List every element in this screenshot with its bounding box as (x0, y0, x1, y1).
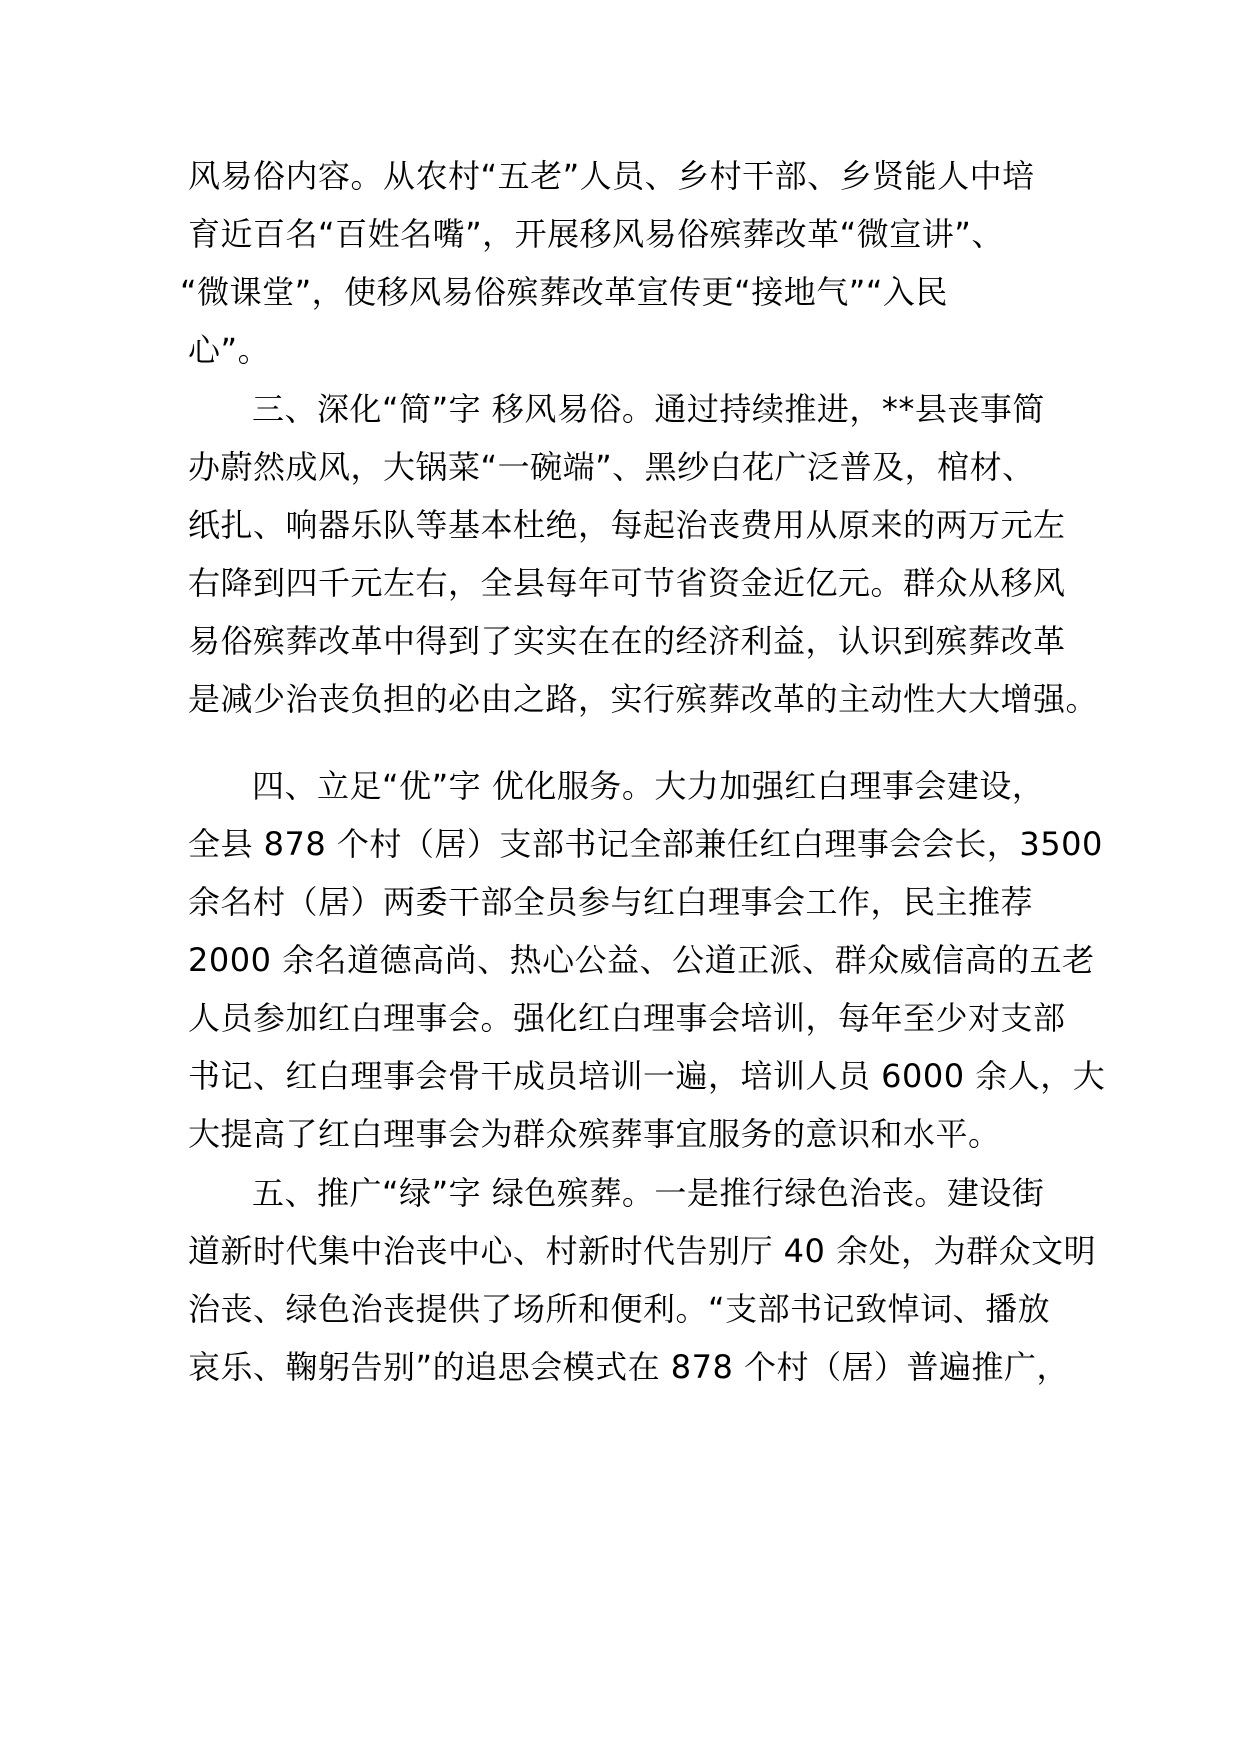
paragraph-1-line-4: 心”。 (188, 331, 271, 369)
paragraph-1-line-3: “微课堂”，使移风易俗殡葬改革宣传更“接地气”“入民 (180, 273, 948, 311)
paragraph-2-line-4: 右降到四千元左右，全县每年可节省资金近亿元。群众从移风 (188, 564, 1066, 602)
paragraph-3-line-1: 四、立足“优”字 优化服务。大力加强红白理事会建设， (252, 767, 1045, 805)
paragraph-2-line-5: 易俗殡葬改革中得到了实实在在的经济利益，认识到殡葬改革 (188, 622, 1066, 660)
paragraph-1-line-2: 育近百名“百姓名嘴”，开展移风易俗殡葬改革“微宣讲”、 (188, 215, 1004, 253)
paragraph-1-line-1: 风易俗内容。从农村“五老”人员、乡村干部、乡贤能人中培 (188, 157, 1035, 195)
paragraph-4-line-4: 哀乐、鞠躬告别”的追思会模式在 878 个村（居）普遍推广， (188, 1348, 1070, 1386)
paragraph-2-line-3: 纸扎、响器乐队等基本杜绝，每起治丧费用从原来的两万元左 (188, 506, 1066, 544)
paragraph-2-line-6: 是减少治丧负担的必由之路，实行殡葬改革的主动性大大增强。 (188, 680, 1099, 718)
paragraph-3-line-2: 全县 878 个村（居）支部书记全部兼任红白理事会会长，3500 (188, 825, 1103, 863)
paragraph-3-line-3: 余名村（居）两委干部全员参与红白理事会工作，民主推荐 (188, 883, 1034, 921)
paragraph-2-line-1: 三、深化“简”字 移风易俗。通过持续推进，**县丧事简 (252, 390, 1045, 428)
paragraph-4-line-3: 治丧、绿色治丧提供了场所和便利。“支部书记致悼词、播放 (188, 1290, 1051, 1328)
paragraph-2-line-2: 办蔚然成风，大锅菜“一碗端”、黑纱白花广泛普及，棺材、 (188, 448, 1035, 486)
paragraph-3-line-7: 大提高了红白理事会为群众殡葬事宜服务的意识和水平。 (188, 1115, 1001, 1153)
paragraph-3-line-5: 人员参加红白理事会。强化红白理事会培训，每年至少对支部 (188, 999, 1066, 1037)
paragraph-3-line-6: 书记、红白理事会骨干成员培训一遍，培训人员 6000 余人，大 (188, 1057, 1106, 1095)
paragraph-4-line-1: 五、推广“绿”字 绿色殡葬。一是推行绿色治丧。建设街 (252, 1174, 1045, 1212)
paragraph-3-line-4: 2000 余名道德高尚、热心公益、公道正派、群众威信高的五老 (188, 941, 1095, 979)
paragraph-4-line-2: 道新时代集中治丧中心、村新时代告别厅 40 余处，为群众文明 (188, 1232, 1097, 1270)
